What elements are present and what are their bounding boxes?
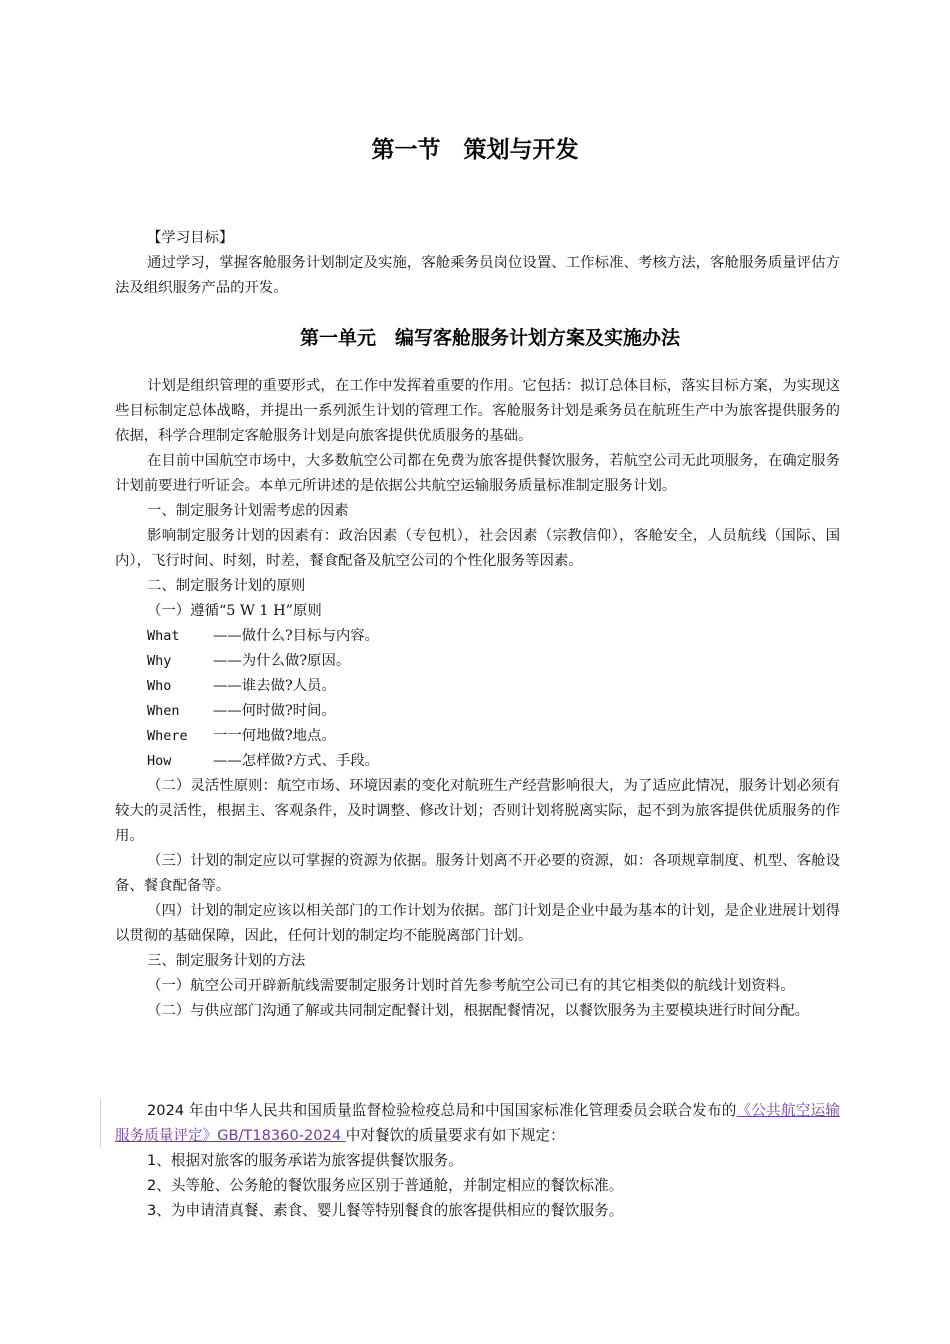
principle-3: （三）计划的制定应以可掌握的资源为依据。服务计划离不开必要的资源，如：各项规章制度、机型、客舱设备、餐食配备等。: [115, 853, 840, 894]
standard-link[interactable]: 《公共航空运输服务质量评定》GB/T18360-2024: [115, 1102, 840, 1144]
rule-3: 3、为申请清真餐、素食、婴儿餐等特别餐食的旅客提供相应的餐饮服务。: [147, 1202, 624, 1219]
objectives-text: 通过学习，掌握客舱服务计划制定及实施，客舱乘务员岗位设置、工作标准、考核方法，客舱服务质量评估方法及组织服务产品的开发。: [115, 255, 840, 296]
principle-2: （二）灵活性原则：航空市场、环境因素的变化对航班生产经营影响很大，为了适应此情况，服务计划必须有较大的灵活性，根据主、客观条件，及时调整、修改计划；否则计划将脱离实际，起不到为旅客提供优质服务的作用。: [115, 778, 840, 844]
w-item-label: Why: [147, 653, 172, 669]
unit-title: 第一单元 编写客舱服务计划方案及实施办法: [299, 327, 680, 349]
factors-heading: 一、制定服务计划需考虑的因素: [147, 503, 349, 519]
w-item-when: [115, 699, 840, 724]
w-item-label: When: [147, 703, 180, 719]
w-item-desc: 一一何地做?地点。: [213, 728, 336, 744]
w-item-desc: ——谁去做?人员。: [213, 678, 336, 694]
w-item-what: [115, 624, 840, 649]
w-item-desc: ——怎样做?方式、手段。: [213, 753, 380, 769]
rule-1: 1、根据对旅客的服务承诺为旅客提供餐饮服务。: [147, 1152, 463, 1169]
principle-1-heading: （一）遵循“5 W 1 H”原则: [147, 603, 322, 619]
w-item-label: Who: [147, 678, 172, 694]
unit-body: [115, 374, 840, 1024]
standard-section: [115, 1098, 840, 1223]
methods-heading: 三、制定服务计划的方法: [147, 953, 306, 969]
factors-text: 影响制定服务计划的因素有：政治因素（专包机），社会因素（宗教信仰），客舱安全，人员航线（国际、国内），飞行时间、时刻，时差，餐食配备及航空公司的个性化服务等因素。: [115, 528, 840, 569]
w-item-why: [115, 649, 840, 674]
w-item-where: [115, 724, 840, 749]
intro-paragraph-1: 计划是组织管理的重要形式，在工作中发挥着重要的作用。它包括：拟订总体目标，落实目标方案，为实现这些目标制定总体战略，并提出一系列派生计划的管理工作。客舱服务计划是乘务员在航班生产中为旅客提供服务的依据，科学合理制定客舱服务计划是向旅客提供优质服务的基础。: [115, 378, 840, 444]
section-title: 第一节 策划与开发: [371, 137, 579, 163]
revision-bar: [100, 1099, 101, 1147]
learning-objectives: [115, 226, 840, 301]
w-item-label: What: [147, 628, 180, 644]
w-item-who: [115, 674, 840, 699]
principles-heading: 二、制定服务计划的原则: [147, 578, 306, 594]
standard-lead: 2024 年由中华人民共和国质量监督检验检疫总局和中国国家标准化管理委员会联合发布的: [147, 1102, 737, 1119]
method-1: （一）航空公司开辟新航线需要制定服务计划时首先参考航空公司已有的其它相类似的航线计划资料。: [147, 978, 795, 994]
method-2: （二）与供应部门沟通了解或共同制定配餐计划，根据配餐情况，以餐饮服务为主要模块进行时间分配。: [147, 1003, 809, 1019]
principle-4: （四）计划的制定应该以相关部门的工作计划为依据。部门计划是企业中最为基本的计划，是企业进展计划得以贯彻的基础保障，因此，任何计划的制定均不能脱离部门计划。: [115, 903, 840, 944]
standard-tail: 中对餐饮的质量要求有如下规定：: [345, 1127, 565, 1144]
w-item-label: How: [147, 753, 172, 769]
objectives-heading: 【学习目标】: [147, 230, 234, 246]
standard-paragraph: [115, 1098, 840, 1148]
rule-2: 2、头等舱、公务舱的餐饮服务应区别于普通舱，并制定相应的餐饮标准。: [147, 1177, 624, 1194]
w-item-label: Where: [147, 728, 188, 744]
w-item-desc: ——为什么做?原因。: [213, 653, 351, 669]
w-item-how: [115, 749, 840, 774]
intro-paragraph-2: 在目前中国航空市场中，大多数航空公司都在免费为旅客提供餐饮服务，若航空公司无此项服务，在确定服务计划前要进行听证会。本单元所讲述的是依据公共航空运输服务质量标准制定服务计划。: [115, 453, 840, 494]
w-item-desc: ——何时做?时间。: [213, 703, 336, 719]
w-item-desc: ——做什么?目标与内容。: [213, 628, 380, 644]
